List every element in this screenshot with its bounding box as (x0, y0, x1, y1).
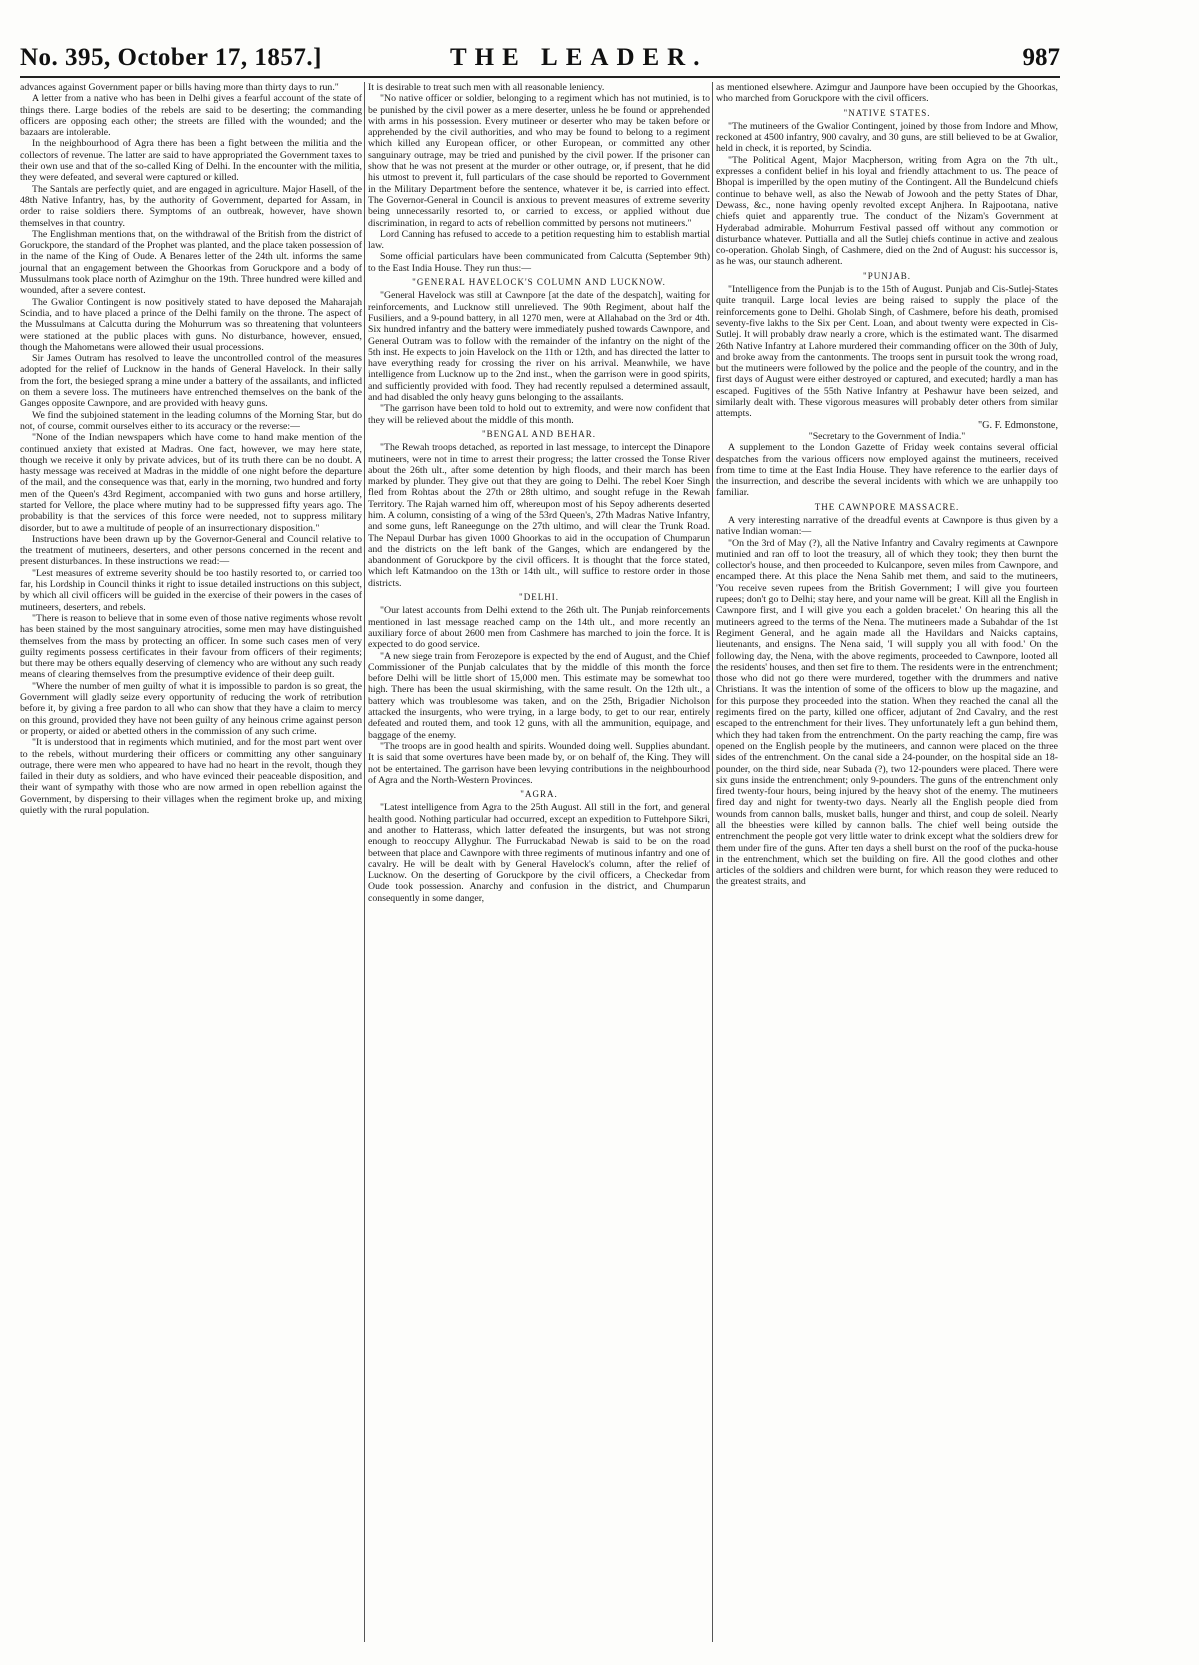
masthead (20, 44, 1060, 74)
section-heading: THE CAWNPORE MASSACRE. (814, 501, 960, 512)
paragraph: "General Havelock was still at Cawnpore [at the date of the despatch], waiting for reinforcements, and Lucknow still unrelieved. The 90th Regiment, about half the Fusiliers, and a 9-pound battery, in all 1270 men, were at Allahabad on the 3rd or 4th. Six hundred infantry and the battery were immediately pushed towards Cawnpore, and General Outram was to follow with the remainder of the infantry on the night of the 5th inst. He expects to join Havelock on the 11th or 12th, and has directed the latter to have everything ready for crossing the river on his arrival. Meanwhile, we have intelligence from Lucknow up to the 2nd inst., when the garrison were in good spirits, and sufficiently provided with food. They had recently repulsed a determined assault, and had disabled the only heavy guns belonging to the assailants. (368, 290, 710, 404)
paragraph: "The troops are in good health and spirits. Wounded doing well. Supplies abundant. It is said that some overtures have been made by, or on behalf of, the King. They will not be entertained. The garrison have been levying contributions in the neighbourhood of Agra and the North-Western Provinces. (368, 740, 710, 786)
paragraph: "On the 3rd of May (?), all the Native Infantry and Cavalry regiments at Cawnpore mutinied and ran off to loot the treasury, all of which they took; they then burnt the collector's house, and then proceeded to Kulcanpore, seven miles from Cawnpore, and encamped there. At this place the Nena Sahib met them, and said to the mutineers, 'You receive seven rupees from the British Government; I will give you fourteen rupees; don't go to Delhi; stay here, and your name will be great. Kill all the English in Cawnpore first, and I will give you each a golden bracelet.' On hearing this all the mutineers agreed to the terms of the Nena. The mutineers made a Subahdar of the 1st Regiment General, and he again made all the Havildars and Naicks captains, lieutenants, and ensigns. The Nena said, 'I will supply you all with food.' On the following day, the Nena, with the above regiments, proceeded to Cawnpore, looted all the residents' houses, and then set fire to them. The residents were in the entrenchment; those who did not go there were murdered, together with the drummers and native Christians. It was the intention of some of the officers to blow up the magazine, and for this purpose they proceeded into the station. When they reached the canal all the regiments fired on the party, killed one officer, adjutant of 2nd Cavalry, and the rest escaped to the entrenchment for their lives. They unfortunately left a gun behind them, which they had taken from the entrenchment. On the party reaching the camp, fire was opened on the English people by the mutineers, and cannon were placed on the three sides of the entrenchment. On the canal side a 24-pounder, on the hospital side an 18-pounder, on the third side, near Subada (?), two 12-pounders were placed. There were six guns inside the entrenchment; only 9-pounders. The guns of the entrenchment only fired twenty-four hours, being injured by the heavy shot of the enemy. The mutineers fired day and night for twenty-two days. Nearly all the English people died from wounds from cannon balls, musket balls, hunger and thirst, and coup de soleil. Nearly all the bheesties were killed by cannon balls. The chief well being outside the entrenchment the people got very little water to drink except what the soldiers drew for them under fire of the guns. After ten days a shell burst on the roof of the pucka-house in the entrenchment, which set the building on fire. All the good clothes and other articles of the soldiers and children were burnt, for which reason they were reduced to the greatest straits, and (716, 537, 1058, 888)
paragraph: "Where the number of men guilty of what it is impossible to pardon is so great, the Government will gladly seize every opportunity of reducing the work of retribution before it, by giving a free pardon to all who can show that they have a claim to mercy on this ground, provided they have not been guilty of any heinous crime against person or property, or aided or abetted others in the commission of any such crime. (20, 680, 362, 737)
section-heading: "NATIVE STATES. (843, 107, 931, 118)
section-heading: "DELHI. (519, 592, 559, 603)
paragraph: "The garrison have been told to hold out to extremity, and were now confident that they will be relieved about the middle of this month. (368, 403, 710, 426)
paragraph: A very interesting narrative of the dreadful events at Cawnpore is thus given by a native Indian woman:— (716, 514, 1058, 538)
paragraph: Some official particulars have been communicated from Calcutta (September 9th) to the East India House. They run thus:— (368, 251, 710, 274)
paragraph: "The Rewah troops detached, as reported in last message, to intercept the Dinapore mutineers, were not in time to arrest their progress; the latter crossed the Tonse River about the 26th ult., after some detention by high floods, and their march has been marked by plunder. They give out that they are going to Delhi. The rebel Koer Singh fled from Rohtas about the 27th or 28th ultimo, and sought refuge in the Rewah Territory. The Rajah warned him off, whereupon most of his Sepoy adherents deserted him. A column, consisting of a wing of the 53rd Queen's, 27th Madras Native Infantry, and some guns, left Raneegunge on the 27th ultimo, and will clear the Trunk Road. The Nepaul Durbar has given 1000 Ghoorkas to aid in the occupation of Chumparun and the districts on the left bank of the Ganges, which are endangered by the abandonment of Goruckpore by the civil officers. It is thought that the force stated, which left Katmandoo on the 13th or 14th ult., will suffice to restore order in those districts. (368, 442, 710, 589)
paragraph: Instructions have been drawn up by the Governor-General and Council relative to the treatment of mutineers, deserters, and other persons concerned in the recent and present disturbances. In these instructions we read:— (20, 533, 362, 568)
column-divider (712, 82, 713, 1642)
signature-title: "Secretary to the Government of India." (808, 430, 966, 442)
paragraph: "There is reason to believe that in some even of those native regiments whose revolt has been stained by the most sanguinary atrocities, some men may have distinguished themselves from the mass by protecting an officer. In some such cases men of very guilty regiments possess certificates in their favour from officers of their regiments; but there may be others equally deserving of clemency who are without any such ready means of clearing themselves from the presumptive evidence of their deep guilt. (20, 612, 362, 681)
column-2 (368, 82, 710, 904)
paragraph: "Lest measures of extreme severity should be too hastily resorted to, or carried too far, his Lordship in Council thinks it right to issue detailed instructions on this subject, by which all civil officers will be guided in the exercise of their powers in the cases of mutineers, deserters, and rebels. (20, 567, 362, 613)
paragraph: Sir James Outram has resolved to leave the uncontrolled control of the measures adopted for the relief of Lucknow in the hands of General Havelock. In their sally from the fort, the besieged sprang a mine under a battery of the assailants, and inflicted on them a severe loss. The mutineers have entrenched themselves on the bank of the Ganges opposite Cawnpore, and are provided with heavy guns. (20, 353, 362, 410)
paragraph: Lord Canning has refused to accede to a petition requesting him to establish martial law. (368, 228, 710, 252)
paragraph: A letter from a native who has been in Delhi gives a fearful account of the state of things there. Large bodies of the rebels are said to be deserting; the commanding officers are opposing each other; the streets are filled with the wounded; and the bazaars are intolerable. (20, 93, 362, 139)
issue-date: No. 395, October 17, 1857.] (20, 44, 322, 71)
paragraph: "Latest intelligence from Agra to the 25th August. All still in the fort, and general health good. Nothing particular had occurred, except an expedition to Futtehpore Sikri, and another to Hatterass, which latter defeated the insurgents, but was not strong enough to reoccupy Allyghur. The Furruckabad Newab is said to be on the road between that place and Cawnpore with three regiments of mutinous infantry and one of cavalry. He will be dealt with by General Havelock's column, after the relief of Lucknow. On the deserting of Goruckpore by the civil officers, a Checkedar from Oude took possession. Anarchy and confusion in the district, and Chumparun consequently in some danger, (368, 802, 710, 904)
paragraph: A supplement to the London Gazette of Friday week contains several official despatches from the various officers now employed against the mutineers, received from time to time at the East India House. They have reference to the earlier days of the insurrection, and describe the several incidents with which we are unhappily too familiar. (716, 442, 1058, 499)
masthead-rule (20, 76, 1060, 78)
column-1 (20, 82, 362, 816)
paragraph: "The mutineers of the Gwalior Contingent, joined by those from Indore and Mhow, reckoned at 4500 infantry, 900 cavalry, and 30 guns, are still believed to be at Gwalior, held in check, it is reported, by Scindia. (716, 120, 1058, 155)
paragraph: The Santals are perfectly quiet, and are engaged in agriculture. Major Hasell, of the 48th Native Infantry, has, by the authority of Government, departed for Assam, in order to raise soldiers there. Symptoms of an outbreak, however, have shown themselves in that country. (20, 183, 362, 229)
paragraph: "The Political Agent, Major Macpherson, writing from Agra on the 7th ult., expresses a confident belief in his loyal and friendly attachment to us. The peace of Bhopal is imperilled by the open mutiny of the Contingent. All the Bundelcund chiefs continue to behave well, as also the Newab of Jowooh and the petty States of Dhar, Dewass, &c., none having openly revolted except Anjhera. In Rajpootana, native chiefs quiet and apparently true. The conduct of the Nizam's Government at Hyderabad admirable. Mohurrum Festival passed off without any commotion or disturbance whatever. Puttialla and all the Sutlej chiefs continue in active and zealous co-operation. Gholab Singh, of Cashmere, died on the 2nd of August: his successor is, as he was, our staunch adherent. (716, 154, 1058, 268)
paragraph: We find the subjoined statement in the leading columns of the Morning Star, but do not, of course, commit ourselves either to its accuracy or the reverse:— (20, 409, 362, 432)
paragraph: "A new siege train from Ferozepore is expected by the end of August, and the Chief Commissioner of the Punjab calculates that by the middle of this month the force before Delhi will be little short of 15,000 men. This estimate may be somewhat too high. There has been the usual skirmishing, with the same result. On the 12th ult., a battery which was troublesome was taken, and on the 25th, Brigadier Nicholson attacked the insurgents, who were trying, in a large body, to get to our rear, entirely defeated and routed them, and took 12 guns, with all the ammunition, equipage, and baggage of the enemy. (368, 650, 710, 741)
paragraph: "No native officer or soldier, belonging to a regiment which has not mutinied, is to be punished by the civil power as a mere deserter, unless he be found or apprehended with arms in his possession. Every mutineer or deserter who may be taken before or apprehended by the civil authorities, and who may be found to belong to a regiment which killed any European officer, or other European, or committed any other sanguinary outrage, may be tried and punished by the civil power. If the prisoner can show that he was not present at the murder or other outrage, or, if present, that he did his utmost to prevent it, full particulars of the case should be reported to Government in the Military Department before the sentence, whatever it be, is carried into effect. The Governor-General in Council is anxious to prevent measures of extreme severity being unnecessarily resorted to, or carried to excess, or applied without due discrimination, in regard to acts of rebellion committed by persons not mutineers." (368, 93, 710, 229)
page-number: 987 (1022, 44, 1060, 71)
paragraph: In the neighbourhood of Agra there has been a fight between the militia and the collectors of revenue. The latter are said to have appropriated the Government taxes to their own use and that of the so-called King of Delhi. In the encounter with the militia, they were defeated, and several were captured or killed. (20, 138, 362, 184)
paragraph: advances against Government paper or bills having more than thirty days to run." (20, 82, 339, 93)
section-heading: "BENGAL AND BEHAR. (481, 428, 597, 439)
paragraph: The Gwalior Contingent is now positively stated to have deposed the Maharajah Scindia, and to have placed a prince of the Delhi family on the throne. The aspect of the Mussulmans at Calcutta during the Mohurrum was so threatening that volunteers were stationed at the public places with guns. No disturbance, however, ensued, though the Mahometans were allowed their usual processions. (20, 296, 362, 353)
paragraph: "None of the Indian newspapers which have come to hand make mention of the continued anxiety that existed at Madras. One fact, however, we may here state, though we receive it only by private advices, but of its truth there can be no doubt. A hasty message was received at Madras in the middle of one night before the departure of the mail, and the consequence was that, early in the morning, two hundred and forty men of the Queen's 43rd Regiment, accompanied with two guns and horse artillery, started for Vellore, the place where mutiny had to be suppressed fifty years ago. The probability is that the services of this force were needed, not to suppress military disorder, but to awe a multitude of people of an insurrectionary disposition." (20, 432, 362, 534)
paragraph: "It is understood that in regiments which mutinied, and for the most part went over to the rebels, without murdering their officers or committing any other sanguinary outrage, there were men who appeared to have had no heart in the revolt, though they failed in their duty as soldiers, and who have evinced their peaceable disposition, and their want of sympathy with those who are now armed in open rebellion against the Government, by dispersing to their villages when the regiment broke up, and mixing quietly with the rural population. (20, 737, 362, 816)
signature-name: "G. F. Edmonstone, (977, 419, 1058, 431)
paragraph: The Englishman mentions that, on the withdrawal of the British from the district of Goruckpore, the standard of the Prophet was planted, and the place taken possession of in the name of the King of Oude. A Benares letter of the 24th ult. informs the same journal that an engagement between the Ghoorkas from Goruckpore and a body of Mussulmans took place north of Azimghur on the 19th. Three hundred were killed and wounded, after a severe contest. (20, 228, 362, 297)
paragraph: as mentioned elsewhere. Azimgur and Jaunpore have been occupied by the Ghoorkas, who marched from Goruckpore with the civil officers. (716, 82, 1058, 105)
column-3 (716, 82, 1058, 888)
paragraph: "Intelligence from the Punjab is to the 15th of August. Punjab and Cis-Sutlej-States quite tranquil. Large local levies are being raised to supply the place of the reinforcements gone to Delhi. Gholab Singh, of Cashmere, before his death, promised seventy-five lakhs to the Six per Cent. Loan, and about twenty were expected in Cis-Sutlej. It will probably draw nearly a crore, which is the estimated want. The disarmed 26th Native Infantry at Lahore murdered their commanding officer on the 30th of July, and broke away from the cantonments. The troops sent in pursuit took the wrong road, but the mutineers were followed by the police and the people of the country, and in the first days of August were either destroyed or captured, and executed; hardly a man has escaped. Fugitives of the 55th Native Infantry at Peshawur have been seized, and similarly dealt with. These vigorous measures will probably deter others from similar attempts. (716, 284, 1058, 420)
paragraph: "Our latest accounts from Delhi extend to the 26th ult. The Punjab reinforcements mentioned in last message reached camp on the 14th ult., and more recently an auxiliary force of about 2600 men from Cashmere has marched to join the force. It is expected to do good service. (368, 605, 710, 651)
section-heading: "GENERAL HAVELOCK'S COLUMN AND LUCKNOW. (412, 277, 666, 288)
column-divider (364, 82, 365, 1642)
paragraph: It is desirable to treat such men with all reasonable leniency. (368, 82, 605, 93)
section-heading: "PUNJAB. (863, 270, 911, 281)
newspaper-title: THE LEADER. (450, 44, 708, 71)
section-heading: "AGRA. (520, 789, 558, 800)
